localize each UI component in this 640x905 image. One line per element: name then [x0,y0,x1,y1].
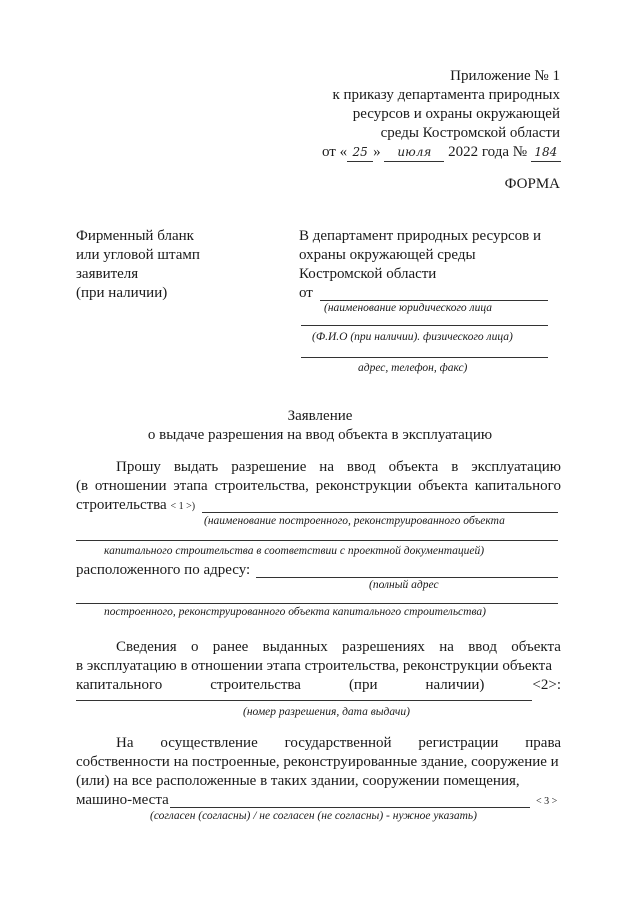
para1-line3: строительства < 1 >) [76,497,196,513]
hint-full-address: (полный адрес [369,579,439,591]
header-appendix: Приложение № 1 [450,68,560,84]
date-number: 184 [531,144,561,162]
date-suffix: 2022 года № [448,144,528,160]
footnote-ref-2: <2>: [532,677,561,693]
hint-permit-number: (номер разрешения, дата выдачи) [243,706,410,718]
left-block-line1: Фирменный бланк [76,228,194,244]
header-date-line [322,144,561,162]
para2-line3: капитального строительства (при наличии) <2>: [76,677,561,693]
address-blank-line-2[interactable] [76,603,558,604]
footnote-ref-1: < 1 >) [170,501,196,512]
addressee-line3: Костромской области [299,266,437,282]
address-blank-line[interactable] [256,577,558,578]
footnote-ref-3: < 3 > [536,796,558,807]
object-name-blank-line-2[interactable] [76,540,558,541]
address-label: расположенного по адресу: [76,562,251,578]
hint-legal-entity: (наименование юридического лица [324,302,492,314]
para3-line3: (или) на все расположенные в таких здании, сооружении помещения, [76,773,520,789]
hint-individual: (Ф.И.О (при наличии). физического лица) [312,331,513,343]
hint-object-name: (наименование построенного, реконструированного объекта [204,515,505,527]
addressee-line1: В департамент природных ресурсов и [299,228,542,244]
addressee-line2: охраны окружающей среды [299,247,476,263]
object-name-blank-line[interactable] [202,512,558,513]
para2-line1: Сведения о ранее выданных разрешениях на ввод объекта [116,639,561,655]
hint-object-address: построенного, реконструированного объекта капитального строительства) [104,606,486,618]
left-block-line3: заявителя [76,266,139,282]
para1-line2: (в отношении этапа строительства, реконструкции объекта капитального [76,478,561,494]
permits-blank-line[interactable] [76,700,532,701]
para3-line1: На осуществление государственной регистрации права [116,735,561,751]
para3-line2: собственности на построенные, реконструированные здание, сооружение и [76,754,559,770]
para1-line1: Прошу выдать разрешение на ввод объекта в эксплуатацию [116,459,561,475]
document-subtitle: о выдаче разрешения на ввод объекта в эксплуатацию [147,427,493,443]
date-day: 25 [347,144,373,162]
person-blank-line[interactable] [301,325,548,326]
date-prefix: от « [322,144,348,160]
hint-consent: (согласен (согласны) / не согласен (не согласны) - нужное указать) [150,810,477,822]
para3-line4: машино-места [76,792,169,808]
hint-contacts: адрес, телефон, факс) [358,362,468,374]
form-label: ФОРМА [504,176,560,192]
contacts-blank-line[interactable] [301,357,548,358]
date-mid: » [373,144,381,160]
left-block-line4: (при наличии) [76,285,168,301]
header-order-line2: ресурсов и охраны окружающей [352,106,560,122]
hint-project-doc: капитального строительства в соответствии с проектной документацией) [104,545,485,557]
document-title: Заявление [287,408,353,424]
header-order-line3: среды Костромской области [380,125,560,141]
from-label: от [299,285,313,301]
date-month: июля [384,144,444,162]
from-blank-line[interactable] [320,300,548,301]
header-order-line1: к приказу департамента природных [332,87,560,103]
consent-blank-line[interactable] [170,807,530,808]
para2-line2: в эксплуатацию в отношении этапа строительства, реконструкции объекта [76,658,553,674]
left-block-line2: или угловой штамп [76,247,200,263]
